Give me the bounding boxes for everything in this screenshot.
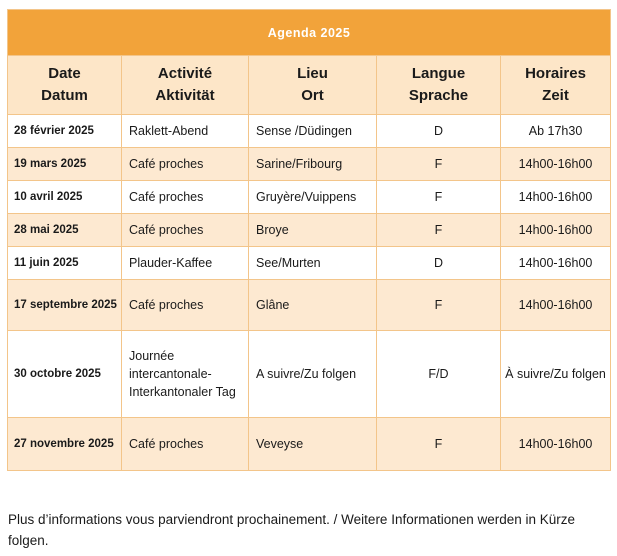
- row-time: 14h00-16h00: [501, 418, 611, 471]
- row-date: 27 novembre 2025: [8, 418, 122, 471]
- row-activity: Café proches: [122, 148, 249, 181]
- row-language: F: [377, 181, 501, 214]
- row-language: F: [377, 280, 501, 331]
- row-place: Sense /Düdingen: [249, 115, 377, 148]
- row-time: 14h00-16h00: [501, 280, 611, 331]
- row-language: F: [377, 418, 501, 471]
- row-place: Veveyse: [249, 418, 377, 471]
- row-date: 30 octobre 2025: [8, 331, 122, 418]
- agenda-title: Agenda 2025: [8, 10, 611, 56]
- table-row: [8, 280, 611, 331]
- row-time: 14h00-16h00: [501, 148, 611, 181]
- header-time: Horaires Zeit: [501, 56, 611, 115]
- row-date: 28 février 2025: [8, 115, 122, 148]
- header-activity: Activité Aktivität: [122, 56, 249, 115]
- table-row: [8, 331, 611, 418]
- table-row: [8, 148, 611, 181]
- table-row: [8, 214, 611, 247]
- footer-note: Plus d’informations vous parviendront prochainement. / Weitere Informationen werden in Kürze folgen.: [8, 512, 576, 548]
- row-place: Glâne: [249, 280, 377, 331]
- table-row: [8, 247, 611, 280]
- row-place: Broye: [249, 214, 377, 247]
- row-time: 14h00-16h00: [501, 181, 611, 214]
- row-place: Sarine/Fribourg: [249, 148, 377, 181]
- row-date: 17 septembre 2025: [8, 280, 122, 331]
- row-activity: Café proches: [122, 280, 249, 331]
- row-activity: Café proches: [122, 181, 249, 214]
- row-date: 10 avril 2025: [8, 181, 122, 214]
- row-date: 19 mars 2025: [8, 148, 122, 181]
- row-place: Gruyère/Vuippens: [249, 181, 377, 214]
- table-row: [8, 418, 611, 471]
- row-language: F: [377, 148, 501, 181]
- row-time: 14h00-16h00: [501, 247, 611, 280]
- row-activity: Journée intercantonale-Interkantonaler Tag: [122, 331, 249, 418]
- row-language: D: [377, 115, 501, 148]
- row-language: D: [377, 247, 501, 280]
- row-activity: Café proches: [122, 418, 249, 471]
- header-place: Lieu Ort: [249, 56, 377, 115]
- header-date: Date Datum: [8, 56, 122, 115]
- table-row: [8, 115, 611, 148]
- header-row: [8, 56, 611, 115]
- row-time: 14h00-16h00: [501, 214, 611, 247]
- row-time: Ab 17h30: [501, 115, 611, 148]
- row-language: F: [377, 214, 501, 247]
- row-activity: Raklett-Abend: [122, 115, 249, 148]
- row-language: F/D: [377, 331, 501, 418]
- header-language: Langue Sprache: [377, 56, 501, 115]
- table-row: [8, 181, 611, 214]
- row-place: See/Murten: [249, 247, 377, 280]
- row-activity: Café proches: [122, 214, 249, 247]
- row-place: A suivre/Zu folgen: [249, 331, 377, 418]
- row-date: 11 juin 2025: [8, 247, 122, 280]
- row-activity: Plauder-Kaffee: [122, 247, 249, 280]
- row-time: À suivre/Zu folgen: [501, 331, 611, 418]
- agenda-table: [7, 9, 611, 471]
- row-date: 28 mai 2025: [8, 214, 122, 247]
